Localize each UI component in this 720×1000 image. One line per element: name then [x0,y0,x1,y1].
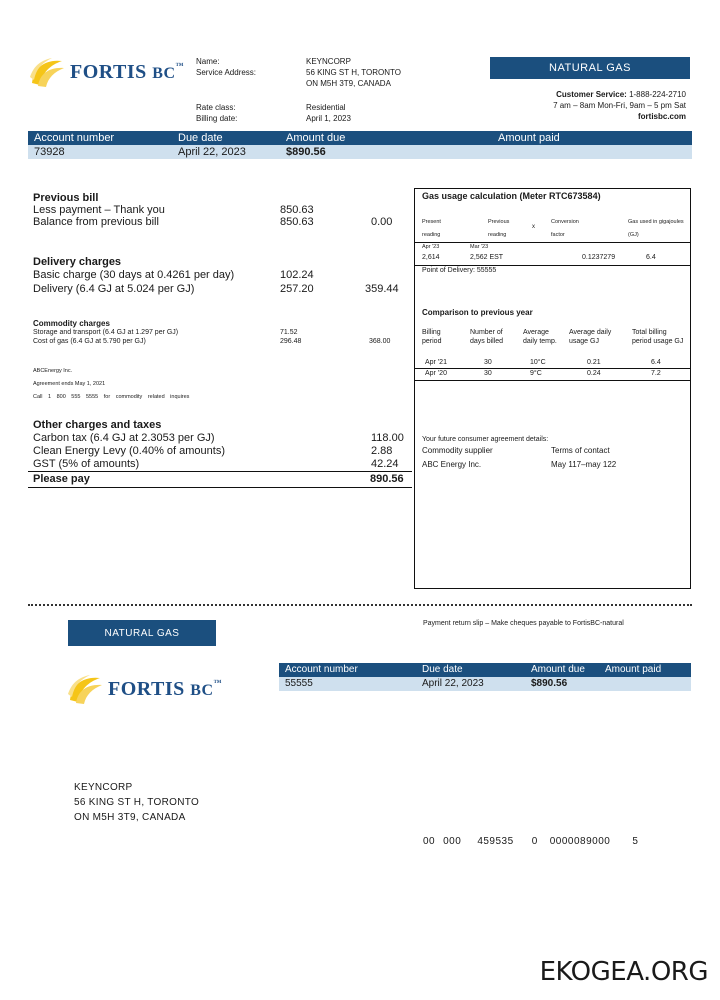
service-address-line1: 56 KING ST H, TORONTO [306,68,401,77]
abc-call-line: Call 1 800 555 5555 for commodity related inquires [33,394,190,400]
slip-fortis-logo: FORTIS BC™ [66,672,222,706]
billing-date-label: Billing date: [196,114,238,123]
cost-of-gas-value: 296.48 [280,338,302,345]
previous-bill-title: Previous bill [33,192,99,204]
agreement-title: Your future consumer agreement details: [422,436,549,443]
abc-energy-name: ABCEnergy Inc. [33,368,73,374]
scan-part-2: 000 [443,836,462,847]
perforation-line [28,604,692,606]
watermark: EKOGEA.ORG [539,957,708,987]
delivery-total: 359.44 [365,283,399,295]
service-address-label: Service Address: [196,68,257,77]
scan-part-6: 5 [632,836,639,847]
account-header-band [28,131,692,145]
account-number-header: Account number [34,132,115,144]
delivery-label: Delivery (6.4 GJ at 5.024 per GJ) [33,283,195,295]
commodity-total: 368.00 [369,338,391,345]
less-payment-value: 850.63 [280,204,314,216]
gas-header-rule [414,242,691,243]
amount-due-header: Amount due [286,132,346,144]
gas-usage-title: Gas usage calculation (Meter RTC673584) [422,191,601,201]
slip-amount-due-header: Amount due [531,664,585,675]
rate-class-label: Rate class: [196,103,236,112]
billing-period-header: Billing period [422,329,442,345]
scan-part-5: 0000089000 [549,836,611,847]
basic-charge-value: 102.24 [280,269,314,281]
service-address-line2: ON M5H 3T9, CANADA [306,79,391,88]
slip-account-number-value: 55555 [285,678,313,689]
gas-used-value: 6.4 [646,254,656,261]
scan-part-3: 459535 [477,836,514,847]
multiply-icon: x [532,224,535,230]
name-label: Name: [196,57,220,66]
agreement-col2: Terms of contact [551,446,610,455]
please-pay-top-rule [28,471,412,472]
commodity-charges-title: Commodity charges [33,319,110,328]
scan-part-1: 00 [423,836,436,847]
agreement-val2: May 117–may 122 [551,460,617,469]
please-pay-label: Please pay [33,473,90,485]
due-date-value: April 22, 2023 [178,146,246,158]
mailing-address-line3: ON M5H 3T9, CANADA [74,812,186,823]
comp-row1-total: 6.4 [651,359,661,366]
account-value-band [28,145,692,159]
account-number-value: 73928 [34,146,65,158]
agreement-col1: Commodity supplier [422,446,493,455]
due-date-header: Due date [178,132,223,144]
comparison-title: Comparison to previous year [422,308,533,317]
cost-of-gas-label: Cost of gas (6.4 GJ at 5.790 per GJ) [33,338,146,345]
natural-gas-banner: NATURAL GAS [490,57,690,79]
avg-temp-header: Average daily temp. [523,329,557,345]
scan-part-4: 0 [531,836,538,847]
comp-row2-avg: 0.24 [587,370,601,377]
present-reading-value: 2,614 [422,254,440,261]
previous-period: Mar '23 [470,244,489,250]
billing-date-value: April 1, 2023 [306,114,351,123]
balance-total: 0.00 [371,216,393,228]
rate-class-value: Residential [306,103,346,112]
comp-row1-temp: 10°C [530,359,546,366]
service-hours: 7 am – 8am Mon-Fri, 9am – 5 pm Sat [553,101,686,110]
name-value: KEYNCORP [306,57,351,66]
slip-natural-gas-banner: NATURAL GAS [68,620,216,646]
conversion-factor-value: 0.1237279 [582,254,616,261]
previous-reading-value: 2,562 EST [470,254,504,261]
basic-charge-label: Basic charge (30 days at 0.4261 per day) [33,269,235,281]
clean-energy-levy-total: 2.88 [371,445,393,457]
gas-usage-box [414,188,691,589]
comp-row1-days: 30 [484,359,492,366]
slip-amount-paid-header: Amount paid [605,664,662,675]
comp-bottom-rule [414,380,691,381]
mailing-address-line2: 56 KING ST H, TORONTO [74,797,200,808]
slip-due-date-header: Due date [422,664,463,675]
gst-total: 42.24 [371,458,399,470]
conversion-factor-header: Conversion factor [551,219,579,238]
scan-line [423,836,638,847]
amount-paid-header: Amount paid [498,132,560,144]
flame-logo-icon [28,55,66,89]
present-period: Apr '23 [422,244,440,250]
delivery-value: 257.20 [280,283,314,295]
comp-row2-period: Apr '20 [425,370,447,377]
carbon-tax-label: Carbon tax (6.4 GJ at 2.3053 per GJ) [33,432,215,444]
fortis-logo: FORTIS BC™ [28,55,184,89]
mailing-address-line1: KEYNCORP [74,782,133,793]
slip-amount-due-value: $890.56 [531,678,568,689]
less-payment-label: Less payment – Thank you [33,204,165,216]
balance-value: 850.63 [280,216,314,228]
days-billed-header: Number of days billed [470,329,504,345]
gas-value-rule [414,265,691,266]
other-charges-title: Other charges and taxes [33,419,162,431]
slip-flame-logo-icon [66,672,104,706]
gst-label: GST (5% of amounts) [33,458,140,470]
slip-due-date-value: April 22, 2023 [422,678,484,689]
slip-note: Payment return slip – Make cheques payable to FortisBC-natural [423,620,624,627]
point-of-delivery: Point of Delivery: 55555 [422,267,497,274]
comp-row2-temp: 9°C [530,370,542,377]
abc-agreement-ends: Agreement ends May 1, 2021 [33,381,106,387]
balance-label: Balance from previous bill [33,216,159,228]
carbon-tax-total: 118.00 [371,432,404,444]
please-pay-bottom-rule [28,487,412,488]
comp-row1-period: Apr '21 [425,359,447,366]
gas-used-header: Gas used in gigajoules (GJ) [628,219,684,238]
slip-account-number-header: Account number [285,664,358,675]
comp-row-rule [414,368,691,369]
total-usage-header: Total billing period usage GJ [632,329,684,345]
agreement-val1: ABC Energy Inc. [422,460,482,469]
delivery-charges-title: Delivery charges [33,256,122,268]
previous-reading-header: Previous reading [488,219,510,238]
storage-value: 71.52 [280,329,298,336]
present-reading-header: Present reading [422,219,441,238]
customer-service: Customer Service: 1-888-224-2710 [556,90,686,99]
clean-energy-levy-label: Clean Energy Levy (0.40% of amounts) [33,445,225,457]
slip-value-band [279,677,691,691]
comp-row2-days: 30 [484,370,492,377]
comp-row1-avg: 0.21 [587,359,601,366]
comp-row2-total: 7.2 [651,370,661,377]
amount-due-value: $890.56 [286,146,326,158]
please-pay-total: 890.56 [370,473,404,485]
website-link[interactable]: fortisbc.com [637,112,686,121]
storage-label: Storage and transport (6.4 GJ at 1.297 per GJ) [33,329,179,336]
slip-header-band [279,663,691,677]
avg-usage-header: Average daily usage GJ [569,329,612,345]
mailing-address [74,780,199,825]
